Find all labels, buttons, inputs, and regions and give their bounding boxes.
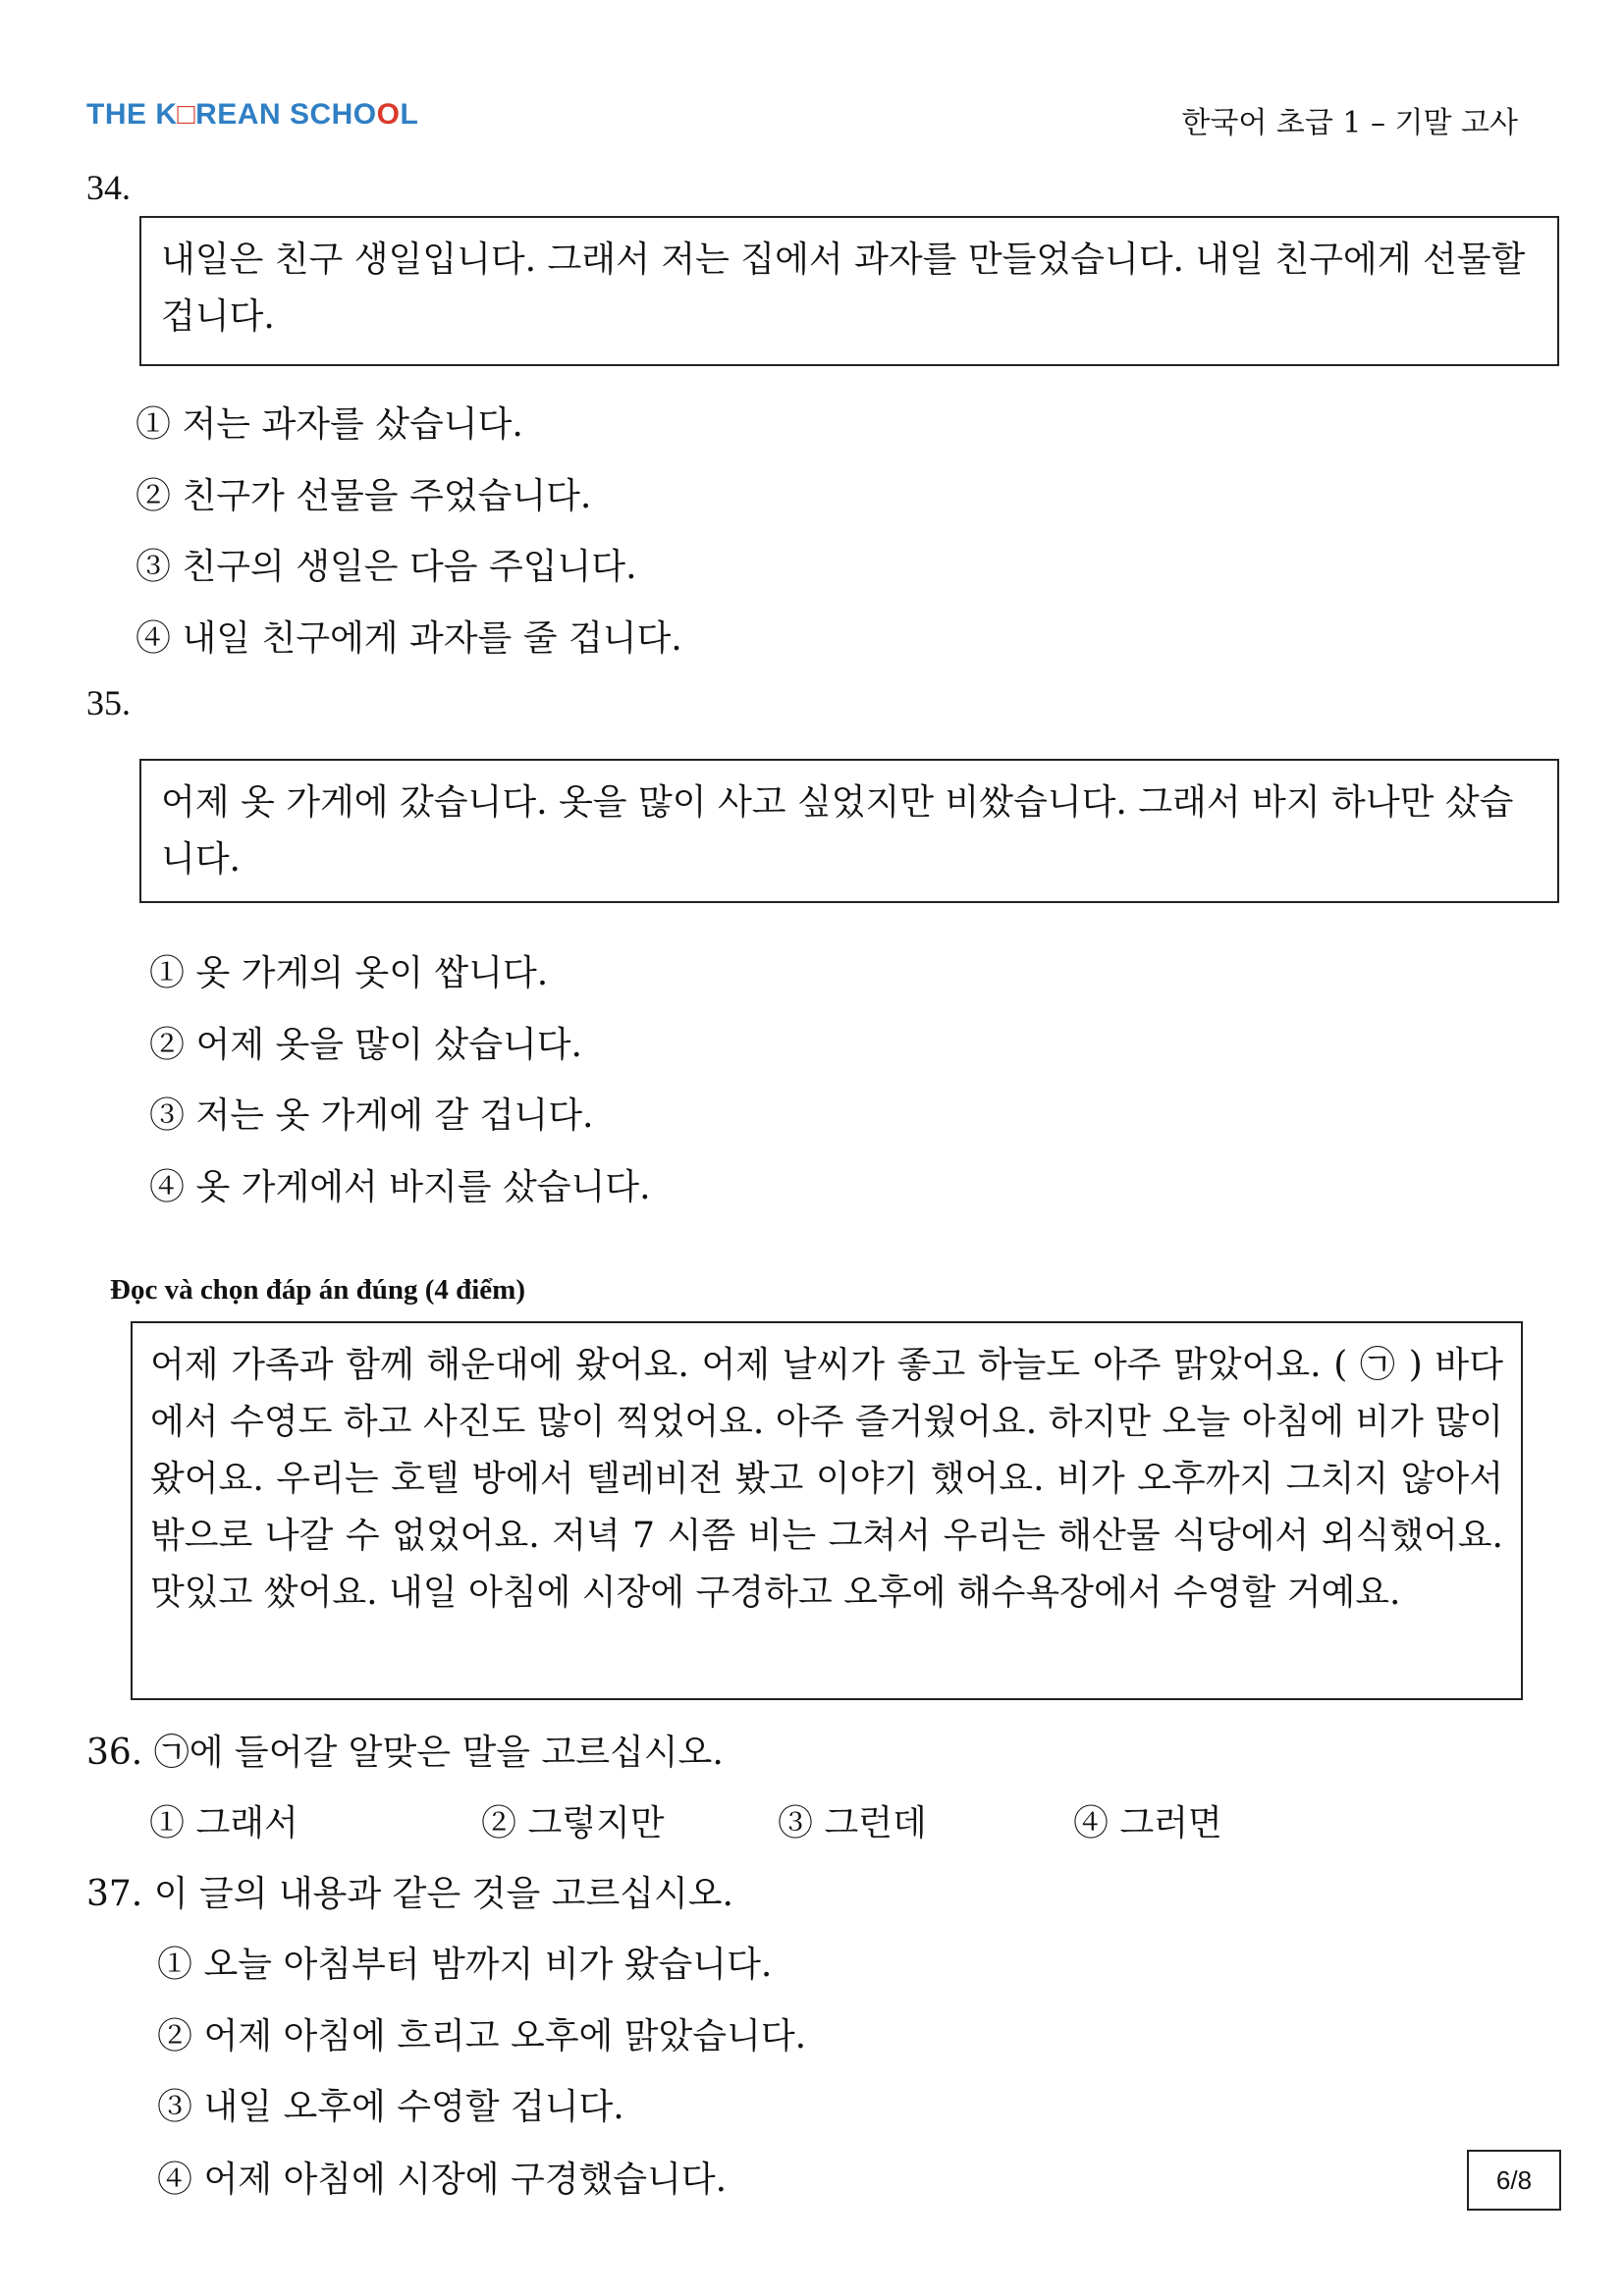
logo-square-mark: □ [177, 98, 196, 131]
q34-option-2[interactable]: ② 친구가 선물을 주었습니다. [135, 476, 592, 516]
school-logo [86, 98, 418, 132]
q34-option-3[interactable]: ③ 친구의 생일은 다음 주입니다. [135, 547, 637, 587]
question-36-prompt: 36. ㉠에 들어갈 알맞은 말을 고르십시오. [86, 1733, 724, 1773]
q37-option-3[interactable]: ③ 내일 오후에 수영할 겁니다. [157, 2087, 624, 2127]
q36-option-4[interactable]: ④ 그러면 [1073, 1803, 1222, 1843]
q37-option-2[interactable]: ② 어제 아침에 흐리고 오후에 맑았습니다. [157, 2016, 807, 2056]
question-34-number: 34. [86, 168, 131, 207]
q36-option-2[interactable]: ② 그렇지만 [481, 1803, 665, 1843]
question-34-passage: 내일은 친구 생일입니다. 그래서 저는 집에서 과자를 만들었습니다. 내일 친구에게 선물할 겁니다. [139, 216, 1559, 366]
q35-option-1[interactable]: ① 옷 가게의 옷이 쌉니다. [149, 953, 549, 993]
logo-text-2: REAN SCHO [195, 98, 377, 131]
q37-option-4[interactable]: ④ 어제 아침에 시장에 구경했습니다. [157, 2160, 728, 2200]
page-number: 6/8 [1467, 2150, 1561, 2211]
q37-option-1[interactable]: ① 오늘 아침부터 밤까지 비가 왔습니다. [157, 1945, 773, 1985]
q35-option-3[interactable]: ③ 저는 옷 가게에 갈 겁니다. [149, 1095, 594, 1136]
question-35-passage: 어제 옷 가게에 갔습니다. 옷을 많이 사고 싶었지만 비쌌습니다. 그래서 바지 하나만 샀습니다. [139, 759, 1559, 903]
q35-option-4[interactable]: ④ 옷 가게에서 바지를 샀습니다. [149, 1167, 651, 1207]
logo-text-3: L [400, 98, 419, 131]
q34-option-4[interactable]: ④ 내일 친구에게 과자를 줄 겁니다. [135, 618, 682, 659]
logo-ring-mark: O [376, 98, 401, 131]
q36-option-1[interactable]: ① 그래서 [149, 1803, 298, 1843]
q35-option-2[interactable]: ② 어제 옷을 많이 샀습니다. [149, 1025, 582, 1065]
question-35-number: 35. [86, 683, 131, 722]
q36-option-3[interactable]: ③ 그런데 [778, 1803, 927, 1843]
reading-passage: 어제 가족과 함께 해운대에 왔어요. 어제 날씨가 좋고 하늘도 아주 맑았어요. ( ㉠ ) 바다에서 수영도 하고 사진도 많이 찍었어요. 아주 즐거웠어요. 하지만 오늘 아침에 비가 많이 왔어요. 우리는 호텔 방에서 텔레비전 봤고 이야기 했어요. 비가 오후까지 그치지 않아서 밖으로 나갈 수 없었어요. 저녁 7 시쯤 비는 그쳐서 우리는 해산물 식당에서 외식했어요. 맛있고 쌌어요. 내일 아침에 시장에 구경하고 오후에 해수욕장에서 수영할 거예요. [131, 1321, 1523, 1700]
exam-title: 한국어 초급 1 – 기말 고사 [1181, 106, 1518, 140]
q34-option-1[interactable]: ① 저는 과자를 샀습니다. [135, 404, 523, 445]
logo-text-1: THE K [86, 98, 178, 131]
question-37-prompt: 37. 이 글의 내용과 같은 것을 고르십시오. [86, 1874, 733, 1914]
section-instruction: Đọc và chọn đáp án đúng (4 điểm) [110, 1274, 525, 1306]
